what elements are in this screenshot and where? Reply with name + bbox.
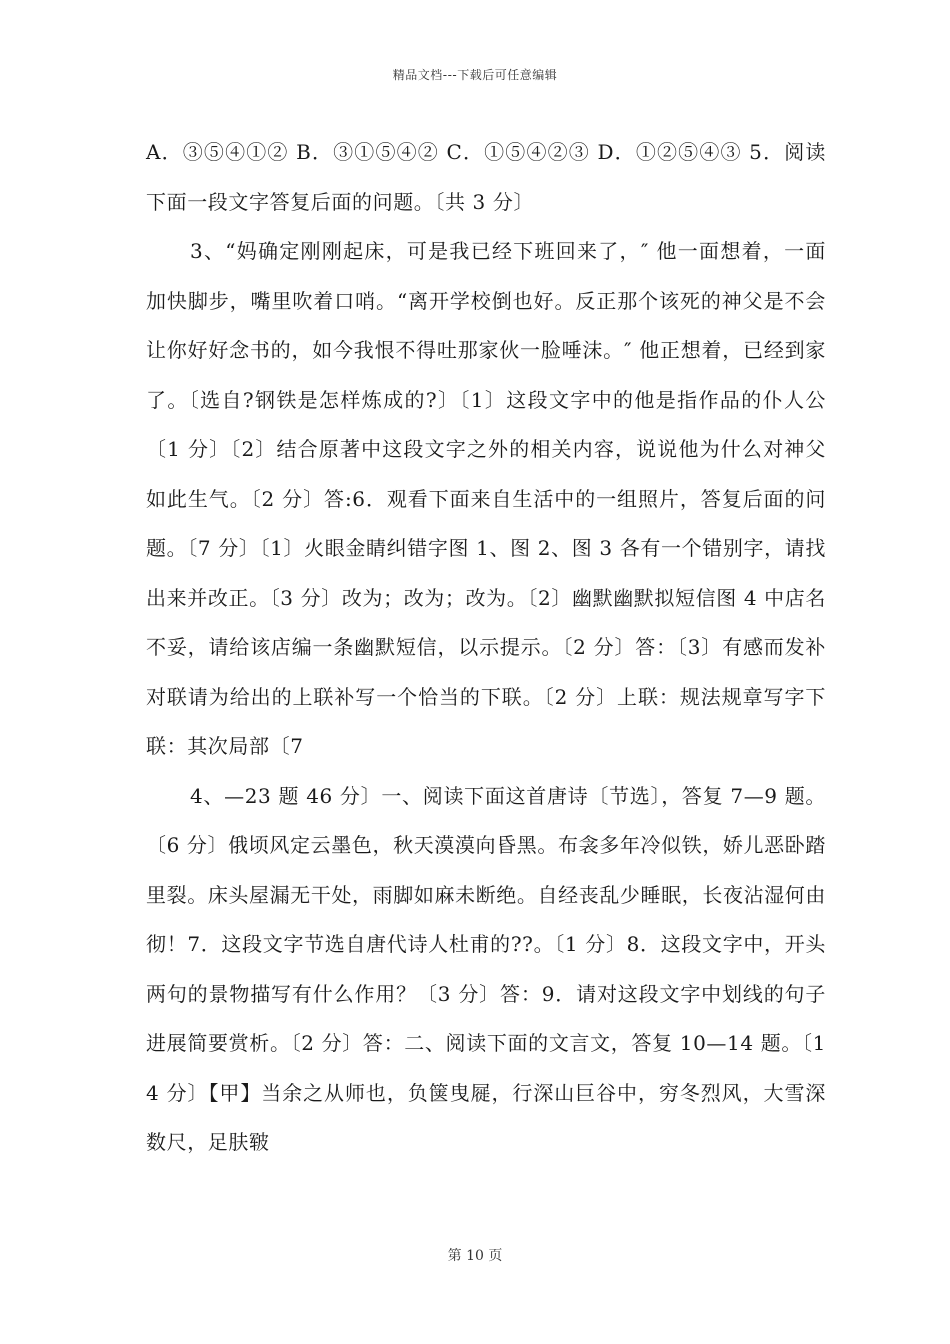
page-header: 精品文档---下载后可任意编辑 [392, 68, 558, 82]
paragraph-options: A．③⑤④①② B．③①⑤④② C．①⑤④②③ D．①②⑤④③ 5．阅读下面一段文字答复后面的问题。〔共 3 分〕 [146, 140, 826, 214]
paragraph-question-4: 4、—23 题 46 分〕一、阅读下面这首唐诗〔节选〕，答复 7—9 题。〔6 分〕俄顷风定云墨色，秋天漠漠向昏黑。布衾多年冷似铁，娇儿恶卧踏里裂。床头屋漏无干处，雨脚如麻未断绝。自经丧乱少睡眠，长夜沾湿何由彻！7．这段文字节选自唐代诗人杜甫的??。〔1 分〕8．这段文字中，开头两句的景物描写有什么作用？〔3 分〕答：9．请对这段文字中划线的句子进展简要赏析。〔2 分〕答：二、阅读下面的文言文，答复 10—14 题。〔14 分〕【甲】当余之从师也，负箧曳屣，行深山巨谷中，穷冬烈风，大雪深数尺，足肤皲 [146, 783, 826, 1154]
paragraph-question-3: 3、“妈确定刚刚起床，可是我已经下班回来了，″ 他一面想着，一面加快脚步，嘴里吹着口哨。“离开学校倒也好。反正那个该死的神父是不会让你好好念书的，如今我恨不得吐那家伙一脸唾沫。″ 他正想着，已经到家了。〔选自?钢铁是怎样炼成的?〕〔1〕这段文字中的他是指作品的仆人公〔1 分〕〔2〕结合原著中这段文字之外的相关内容，说说他为什么对神父如此生气。〔2 分〕答:6．观看下面来自生活中的一组照片，答复后面的问题。〔7 分〕〔1〕火眼金睛纠错字图 1、图 2、图 3 各有一个错别字，请找出来并改正。〔3 分〕改为；改为；改为。〔2〕幽默幽默拟短信图 4 中店名不妥，请给该店编一条幽默短信，以示提示。〔2 分〕答：〔3〕有感而发补对联请为给出的上联补写一个恰当的下联。〔2 分〕上联：规法规章写字下联：其次局部〔7 [146, 239, 826, 758]
document-body [146, 128, 826, 1168]
page-number: 第 10 页 [447, 1248, 503, 1264]
